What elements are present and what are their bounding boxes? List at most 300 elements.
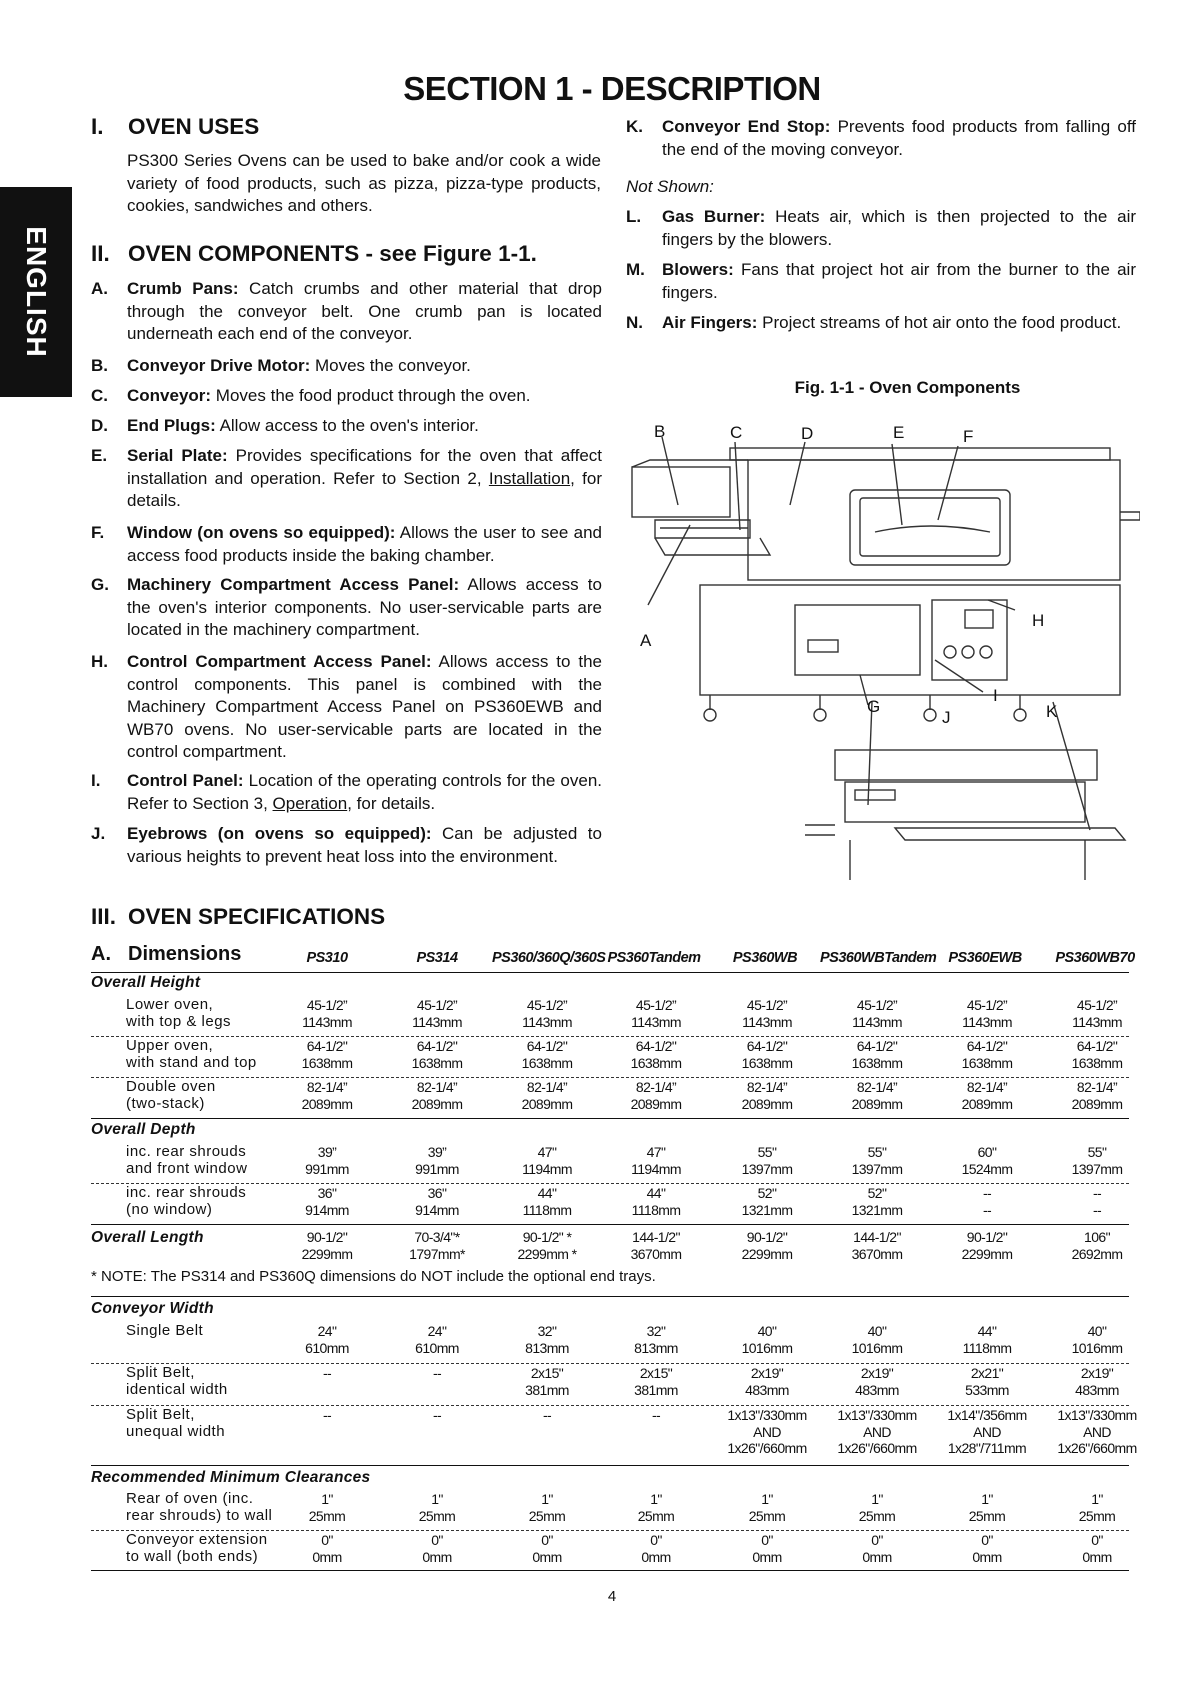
table-cell: 39” — [317, 1144, 337, 1160]
component-item-desc: Location of the operating controls for the oven. Refer to Section 3, — [127, 771, 602, 813]
table-row-label: inc. rear shrouds — [126, 1143, 247, 1160]
component-item-letter: A. — [91, 279, 108, 298]
table-row-label: Conveyor extension — [126, 1531, 268, 1548]
table-cell: 381mm — [634, 1381, 678, 1398]
table-cell: 1638mm — [851, 1054, 903, 1071]
row-divider — [91, 1077, 1129, 1078]
table-cell: 1143mm — [302, 1013, 352, 1030]
oven-window-glass — [860, 498, 1000, 556]
table-row-label: (no window) — [126, 1200, 213, 1218]
table-cell: 64-1/2" — [856, 1038, 898, 1054]
table-cell: 64-1/2" — [1076, 1038, 1118, 1054]
table-row-label: rear shrouds) to wall — [126, 1506, 273, 1524]
table-row-label: (two-stack) — [126, 1094, 205, 1112]
table-cell: 2089mm — [630, 1095, 682, 1112]
table-cell: 32" — [646, 1323, 666, 1339]
table-cell: 60" — [977, 1144, 997, 1160]
table-cell: 45-1/2” — [966, 997, 1008, 1013]
table-cell: -- — [982, 1201, 992, 1218]
table-cell: AND — [973, 1423, 1001, 1440]
table-cell: 813mm — [525, 1339, 569, 1356]
component-item-term: Gas Burner: — [662, 207, 766, 226]
table-cell: 40" — [1087, 1323, 1107, 1339]
row-divider — [91, 1405, 1129, 1406]
table-cell: 1638mm — [961, 1054, 1013, 1071]
table-cell: 1118mm — [631, 1201, 681, 1218]
component-item — [91, 522, 602, 567]
table-cell: 24" — [317, 1323, 337, 1339]
figure-label-f: F — [963, 427, 974, 446]
component-item — [91, 574, 602, 642]
component-item-text — [127, 823, 602, 868]
table-cell: 2x19" — [860, 1365, 894, 1381]
table-cell: 32" — [537, 1323, 557, 1339]
section-reference-link[interactable]: Operation — [272, 793, 348, 813]
table-cell: 483mm — [745, 1381, 789, 1398]
table-cell: 1" — [761, 1491, 773, 1507]
table-cell: 1397mm — [741, 1160, 793, 1177]
component-item — [626, 206, 1136, 251]
table-cell: AND — [1083, 1423, 1111, 1440]
table-row-label: Single Belt — [126, 1322, 204, 1339]
component-item-desc: Allows access to the oven's interior components. No user-servicable parts are located in the machinery compartment. — [127, 575, 602, 639]
table-row-label: Upper oven, — [126, 1037, 214, 1054]
caster-wheel — [704, 709, 716, 721]
leader-k — [1053, 702, 1090, 830]
table-cell: 2x15" — [639, 1365, 673, 1381]
figure-label-h: H — [1032, 611, 1045, 630]
component-item-term: Crumb Pans: — [127, 279, 239, 298]
component-item-term: Conveyor Drive Motor: — [127, 356, 311, 375]
table-cell: 1143mm — [852, 1013, 902, 1030]
table-cell: 2x21" — [970, 1365, 1004, 1381]
detail-left-conveyor — [805, 825, 835, 835]
group-divider — [91, 1570, 1129, 1571]
table-cell: -- — [432, 1365, 442, 1381]
row-divider — [91, 1183, 1129, 1184]
caster-wheel — [814, 709, 826, 721]
language-tab — [0, 187, 72, 397]
table-cell: 44" — [537, 1185, 557, 1201]
component-item-text — [662, 116, 1136, 161]
table-cell: 144-1/2" — [632, 1229, 680, 1245]
table-cell: 0" — [761, 1532, 773, 1548]
leader-e — [892, 444, 902, 525]
table-cell: 1" — [541, 1491, 553, 1507]
table-cell: 1321mm — [741, 1201, 793, 1218]
table-cell: 64-1/2" — [306, 1038, 348, 1054]
table-cell: 1" — [321, 1491, 333, 1507]
left-end-plug — [632, 467, 730, 517]
table-cell: 36" — [427, 1185, 447, 1201]
table-cell: 47" — [646, 1144, 666, 1160]
table-cell: 3670mm — [630, 1245, 682, 1262]
table-cell: 64-1/2" — [416, 1038, 458, 1054]
table-cell: 44" — [646, 1185, 666, 1201]
figure-label-b: B — [654, 422, 666, 441]
table-cell: 2089mm — [1071, 1095, 1123, 1112]
table-cell: 1118mm — [962, 1339, 1012, 1356]
table-cell: 55" — [757, 1144, 777, 1160]
table-cell: 1397mm — [1071, 1160, 1123, 1177]
component-item-letter: M. — [626, 260, 645, 279]
component-item — [91, 651, 602, 764]
table-cell: 82-1/4” — [856, 1079, 898, 1095]
table-row-label: Lower oven, — [126, 996, 214, 1013]
component-item-desc: Allow access to the oven's interior. — [215, 416, 479, 435]
table-cell: 2299mm — [741, 1245, 793, 1262]
table-cell: 25mm — [637, 1507, 675, 1524]
oven-top — [730, 448, 1110, 460]
table-note: * NOTE: The PS314 and PS360Q dimensions do NOT include the optional end trays. — [91, 1268, 656, 1285]
control-panel — [932, 600, 1007, 680]
crumb-pan-left — [655, 538, 770, 555]
table-cell: 0" — [541, 1532, 553, 1548]
group-divider — [91, 1224, 1129, 1225]
leader-b — [662, 437, 678, 505]
table-row-label: Split Belt, — [126, 1406, 195, 1423]
table-group-label: Overall Height — [91, 974, 201, 991]
figure-label-c: C — [730, 423, 743, 442]
oven-top-edge — [632, 460, 748, 467]
table-cell: 1143mm — [412, 1013, 462, 1030]
table-cell: 1524mm — [961, 1160, 1013, 1177]
table-cell: 1x13"/330mm — [837, 1407, 917, 1423]
component-item-text — [662, 312, 1136, 335]
table-cell: 0mm — [422, 1548, 452, 1565]
table-cell: 90-1/2" — [966, 1229, 1008, 1245]
table-cell: 1397mm — [851, 1160, 903, 1177]
table-cell: 25mm — [418, 1507, 456, 1524]
table-cell: 2089mm — [411, 1095, 463, 1112]
leader-c — [735, 442, 740, 530]
figure-label-e: E — [893, 423, 905, 442]
table-cell: 45-1/2” — [746, 997, 788, 1013]
caster-wheel — [924, 709, 936, 721]
table-cell: 64-1/2" — [746, 1038, 788, 1054]
table-group-label: Conveyor Width — [91, 1300, 214, 1317]
table-cell: 1321mm — [851, 1201, 903, 1218]
table-row-label: Double oven — [126, 1078, 216, 1095]
component-item-desc: Moves the conveyor. — [310, 356, 471, 375]
table-cell: 90-1/2" — [306, 1229, 348, 1245]
table-cell: 0" — [871, 1532, 883, 1548]
table-cell: 0" — [1091, 1532, 1103, 1548]
not-shown-label: Not Shown: — [626, 177, 714, 196]
table-cell: 914mm — [415, 1201, 459, 1218]
component-item-letter: L. — [626, 207, 642, 226]
table-row-label: Split Belt, — [126, 1364, 195, 1381]
control-knob — [962, 646, 974, 658]
table-cell: 2x19" — [750, 1365, 784, 1381]
table-group-label: Recommended Minimum Clearances — [91, 1469, 371, 1486]
leader-a — [648, 525, 690, 605]
component-item-desc: Moves the food product through the oven. — [211, 386, 531, 405]
control-knob — [944, 646, 956, 658]
table-cell: 610mm — [415, 1339, 459, 1356]
table-cell: 1" — [871, 1491, 883, 1507]
table-row-label: Rear of oven (inc. — [126, 1490, 254, 1507]
table-cell: -- — [982, 1185, 992, 1201]
control-knob — [980, 646, 992, 658]
table-cell: 1638mm — [1071, 1054, 1123, 1071]
detail-oven-top — [835, 750, 1097, 780]
table-cell: 2089mm — [851, 1095, 903, 1112]
table-cell: 610mm — [305, 1339, 349, 1356]
component-item-term: Serial Plate: — [127, 446, 228, 465]
oven-window — [850, 490, 1010, 565]
component-item-letter: E. — [91, 446, 108, 465]
component-item-text — [127, 651, 602, 764]
component-item — [91, 823, 602, 868]
table-cell: 2089mm — [301, 1095, 353, 1112]
table-cell: 64-1/2" — [635, 1038, 677, 1054]
table-cell: 483mm — [855, 1381, 899, 1398]
component-item — [626, 259, 1136, 304]
component-item-term: Conveyor: — [127, 386, 212, 405]
table-cell: 24" — [427, 1323, 447, 1339]
component-item-term: Control Panel: — [127, 771, 244, 790]
table-cell: 45-1/2” — [306, 997, 348, 1013]
table-cell: 1" — [650, 1491, 662, 1507]
figure-label-k: K — [1046, 702, 1058, 721]
oven-components-figure — [620, 420, 1140, 890]
component-item-term: Air Fingers: — [662, 313, 758, 332]
table-cell: 1x13"/330mm — [1057, 1407, 1137, 1423]
component-item-term: Conveyor End Stop: — [662, 117, 831, 136]
row-divider — [91, 1036, 1129, 1037]
section-2-heading: II. OVEN COMPONENTS - see Figure 1-1. — [91, 241, 537, 266]
table-cell: 0mm — [972, 1548, 1002, 1565]
component-item-desc: Fans that project hot air from the burner to the air fingers. — [662, 260, 1136, 302]
table-cell: -- — [1092, 1201, 1102, 1218]
table-cell: 2299mm — [961, 1245, 1013, 1262]
table-cell: 70-3/4"* — [414, 1229, 460, 1245]
component-item — [91, 355, 602, 378]
table-cell: 533mm — [965, 1381, 1009, 1398]
table-cell: 1016mm — [741, 1339, 793, 1356]
table-cell: 47" — [537, 1144, 557, 1160]
component-item-text — [662, 259, 1136, 304]
table-cell: 1638mm — [301, 1054, 353, 1071]
table-cell: 1x26"/660mm — [1057, 1440, 1137, 1456]
table-cell: 0mm — [641, 1548, 671, 1565]
table-cell: 2089mm — [521, 1095, 573, 1112]
table-cell: 1" — [981, 1491, 993, 1507]
conveyor-right-stub — [1120, 512, 1140, 520]
table-cell: 1118mm — [522, 1201, 572, 1218]
dimensions-heading: A. Dimensions — [91, 943, 242, 965]
leader-d — [790, 442, 805, 505]
component-item-desc-end: , for details. — [347, 793, 436, 813]
table-row-label: inc. rear shrouds — [126, 1184, 247, 1201]
table-cell: 82-1/4” — [416, 1079, 458, 1095]
table-cell: -- — [322, 1407, 332, 1423]
table-group-label: Overall Length — [91, 1229, 204, 1246]
component-item-letter: F. — [91, 523, 105, 542]
component-item-desc: Project streams of hot air onto the food product. — [757, 313, 1122, 332]
table-cell: 1" — [431, 1491, 443, 1507]
table-cell: 1194mm — [522, 1160, 572, 1177]
oven-body — [748, 460, 1120, 580]
component-item-desc: Catch crumbs and other material that drop through the conveyor belt. One crumb pan is located underneath each end of the conveyor. — [127, 279, 602, 343]
table-cell: 45-1/2” — [1076, 997, 1118, 1013]
stand-badge — [808, 640, 838, 652]
component-item — [626, 312, 1136, 335]
table-row-label: identical width — [126, 1380, 228, 1398]
model-column-header: PS360WB70 — [1055, 950, 1135, 966]
component-item-letter: H. — [91, 652, 108, 671]
table-cell: 2089mm — [961, 1095, 1013, 1112]
table-cell: 44" — [977, 1323, 997, 1339]
model-column-header: PS360WB — [732, 950, 798, 966]
window-handle — [875, 526, 990, 532]
group-divider — [91, 1118, 1129, 1119]
table-cell: 0" — [321, 1532, 333, 1548]
table-cell: 1797mm* — [409, 1245, 465, 1262]
table-cell: 39” — [427, 1144, 447, 1160]
model-column-header: PS310 — [306, 950, 348, 966]
table-cell: 25mm — [528, 1507, 566, 1524]
component-item-text — [662, 206, 1136, 251]
table-cell: 0mm — [752, 1548, 782, 1565]
table-cell: 0mm — [1082, 1548, 1112, 1565]
table-cell: -- — [432, 1407, 442, 1423]
table-cell: 1" — [1091, 1491, 1103, 1507]
table-cell: 0" — [981, 1532, 993, 1548]
table-cell: 2692mm — [1071, 1245, 1123, 1262]
table-cell: 1143mm — [742, 1013, 792, 1030]
table-cell: 483mm — [1075, 1381, 1119, 1398]
figure-label-d: D — [801, 424, 814, 443]
table-cell: 1x28"/711mm — [947, 1440, 1027, 1456]
table-row-label: unequal width — [126, 1422, 226, 1440]
page-title: SECTION 1 - DESCRIPTION — [403, 70, 821, 107]
table-row-label: to wall (both ends) — [126, 1547, 259, 1565]
table-row-label: with top & legs — [126, 1012, 232, 1030]
component-item-term: End Plugs: — [127, 416, 216, 435]
component-item-desc: Can be adjusted to various heights to prevent heat loss into the environment. — [127, 824, 602, 866]
table-cell: 82-1/4” — [635, 1079, 677, 1095]
table-cell: -- — [542, 1407, 552, 1423]
table-cell: 82-1/4” — [746, 1079, 788, 1095]
control-display — [965, 610, 993, 628]
table-cell: 82-1/4” — [1076, 1079, 1118, 1095]
component-item-text — [127, 770, 602, 815]
oven-stand — [700, 585, 1120, 695]
table-cell: 25mm — [1078, 1507, 1116, 1524]
leader-h — [988, 600, 1015, 610]
component-item-term: Blowers: — [662, 260, 734, 279]
table-cell: 90-1/2" * — [522, 1229, 572, 1245]
component-item-letter: G. — [91, 575, 109, 594]
component-item-text — [127, 522, 602, 567]
component-item — [626, 116, 1136, 161]
table-cell: 1143mm — [522, 1013, 572, 1030]
table-cell: 36" — [317, 1185, 337, 1201]
section-reference-link[interactable]: Installation — [488, 468, 571, 488]
table-cell: 0mm — [532, 1548, 562, 1565]
table-cell: 1x14"/356mm — [947, 1407, 1027, 1423]
component-item-text — [127, 574, 602, 642]
table-cell: 1194mm — [631, 1160, 681, 1177]
conveyor-left — [655, 520, 750, 538]
component-item-letter: J. — [91, 824, 106, 843]
model-column-header: PS314 — [416, 950, 458, 966]
table-cell: 82-1/4” — [526, 1079, 568, 1095]
table-cell: -- — [651, 1407, 661, 1423]
leader-i — [935, 660, 983, 692]
table-cell: 0" — [650, 1532, 662, 1548]
section-3-heading: III. OVEN SPECIFICATIONS — [91, 904, 386, 929]
component-item-desc: Prevents food products from falling off the end of the moving conveyor. — [662, 117, 1136, 159]
table-cell: 45-1/2” — [635, 997, 677, 1013]
table-cell: 2089mm — [741, 1095, 793, 1112]
table-cell: 45-1/2” — [856, 997, 898, 1013]
table-cell: 0mm — [312, 1548, 342, 1565]
table-cell: 106" — [1084, 1229, 1110, 1245]
component-item-letter: N. — [626, 313, 643, 332]
component-item-desc: Provides specifications for the oven that affect installation and operation. Refer to Section 2, — [127, 446, 603, 488]
model-column-header: PS360Tandem — [607, 950, 701, 966]
row-divider — [91, 1363, 1129, 1364]
table-cell: 52" — [757, 1185, 777, 1201]
page-number: 4 — [607, 1588, 617, 1605]
table-cell: 3670mm — [851, 1245, 903, 1262]
table-cell: 25mm — [308, 1507, 346, 1524]
component-item — [91, 415, 602, 438]
figure-label-g: G — [867, 697, 881, 716]
component-item-letter: K. — [626, 117, 643, 136]
table-cell: 991mm — [305, 1160, 349, 1177]
component-item-desc: Allows the user to see and access food products inside the baking chamber. — [127, 523, 602, 565]
figure-label-i: I — [993, 686, 998, 705]
table-cell: 25mm — [748, 1507, 786, 1524]
table-cell: 1143mm — [1072, 1013, 1122, 1030]
model-column-header: PS360WBTandem — [820, 950, 937, 966]
table-cell: 82-1/4” — [306, 1079, 348, 1095]
group-divider — [91, 972, 1129, 973]
table-cell: 0" — [431, 1532, 443, 1548]
table-row-label: and front window — [126, 1159, 248, 1177]
component-item-desc: Allows access to the control components. This panel is combined with the Machinery Compartment Access Panel on PS360EWB and WB70 ovens. No user-servicable parts are located in the control compartment. — [127, 652, 602, 761]
table-cell: 1x26"/660mm — [727, 1440, 807, 1456]
table-cell: 25mm — [858, 1507, 896, 1524]
table-cell: 55" — [1087, 1144, 1107, 1160]
table-cell: 1638mm — [521, 1054, 573, 1071]
table-cell: 1638mm — [741, 1054, 793, 1071]
component-item-term: Machinery Compartment Access Panel: — [127, 575, 460, 594]
table-cell: 2299mm * — [517, 1245, 577, 1262]
table-cell: AND — [863, 1423, 891, 1440]
table-group-label: Overall Depth — [91, 1121, 196, 1138]
table-cell: 1016mm — [851, 1339, 903, 1356]
table-cell: -- — [322, 1365, 332, 1381]
table-cell: 52" — [867, 1185, 887, 1201]
stand-legs — [710, 695, 1020, 710]
table-cell: 1638mm — [630, 1054, 682, 1071]
component-item-letter: D. — [91, 416, 108, 435]
component-item-letter: I. — [91, 771, 101, 790]
detail-oven-body — [845, 782, 1085, 822]
table-cell: 1143mm — [631, 1013, 681, 1030]
table-cell: 45-1/2” — [416, 997, 458, 1013]
model-column-header: PS360EWB — [948, 950, 1022, 966]
table-cell: 2x15" — [530, 1365, 564, 1381]
language-tab-label: ENGLISH — [21, 226, 52, 358]
table-cell: 25mm — [968, 1507, 1006, 1524]
table-cell: 40" — [867, 1323, 887, 1339]
